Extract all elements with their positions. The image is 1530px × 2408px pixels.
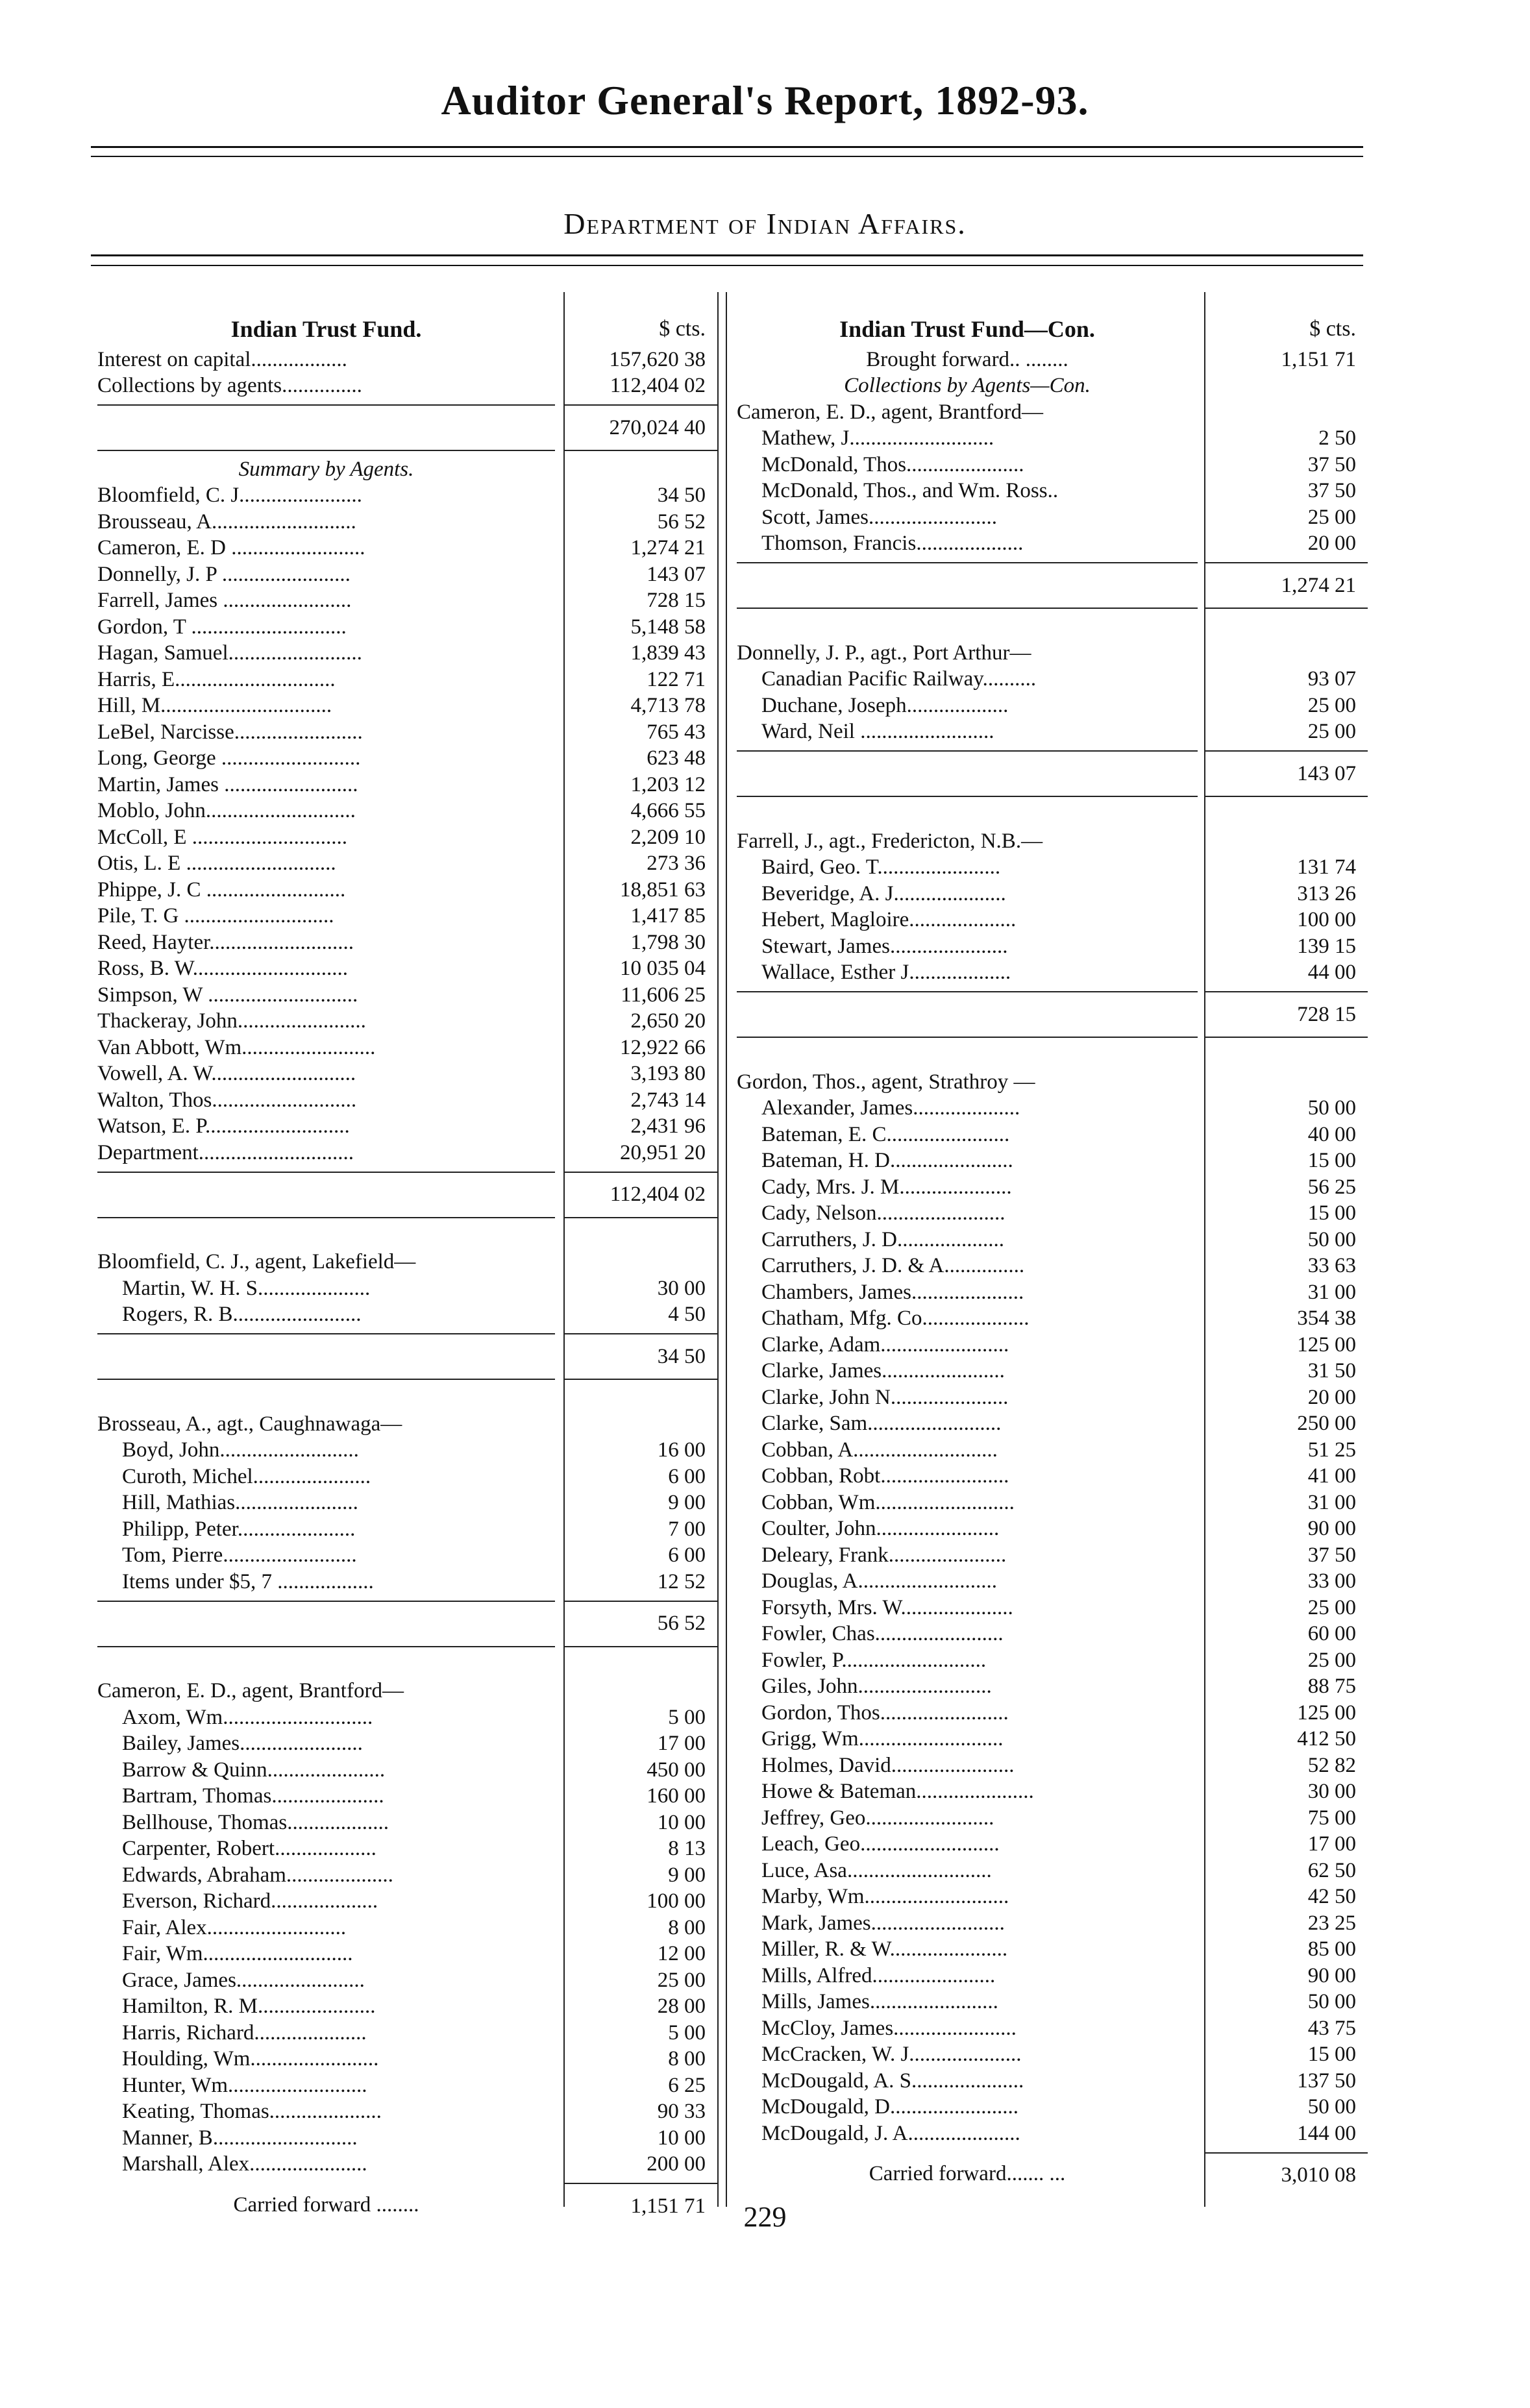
entry-amount: 56 52 <box>657 510 706 534</box>
entry-amount: 44 00 <box>1307 961 1356 985</box>
brosseau-list <box>97 1438 555 1595</box>
entry-label: Phippe, J. C .......................... <box>97 878 346 902</box>
entry-label: Wallace, Esther J................... <box>761 961 1011 985</box>
summary-total: 112,404 02 <box>565 1172 717 1218</box>
summary-list <box>97 483 555 1166</box>
entry-label: Edwards, Abraham.................... <box>122 1863 393 1887</box>
entry-amount: 90 00 <box>1307 1963 1356 1987</box>
entry-amount: 23 25 <box>1307 1911 1356 1935</box>
entry-label: Mark, James......................... <box>761 1911 1005 1935</box>
summary-amounts <box>565 483 717 1166</box>
entry-amount: 137 50 <box>1297 2069 1356 2093</box>
entry-label: Simpson, W ............................ <box>97 983 358 1007</box>
entry-label: Gordon, T ............................. <box>97 615 347 639</box>
currency-header: $ cts. <box>1309 317 1356 341</box>
entry-label: Canadian Pacific Railway.......... <box>761 667 1037 691</box>
entry-label: Hill, Mathias....................... <box>122 1491 358 1515</box>
entry-label: Grigg, Wm........................... <box>761 1727 1004 1751</box>
entry-amount: 90 00 <box>1307 1517 1356 1541</box>
entry-amount: 16 00 <box>657 1438 706 1462</box>
entry-amount: 131 74 <box>1297 855 1356 879</box>
entry-amount: 11,606 25 <box>621 983 706 1007</box>
entry-amount: 8 13 <box>668 1837 706 1861</box>
entry-label: Cobban, Robt........................ <box>761 1464 1009 1488</box>
farrell-amounts <box>1205 855 1368 987</box>
cameron-amounts <box>1205 426 1368 558</box>
entry-label: Donnelly, J. P ........................ <box>97 562 351 586</box>
entry-amount: 8 00 <box>668 2047 706 2071</box>
entry-label: Mills, James........................ <box>761 1990 998 2014</box>
entry-amount: 2,209 10 <box>630 825 706 849</box>
entry-label: Houlding, Wm........................ <box>122 2047 379 2071</box>
entry-label: Carruthers, J. D.................... <box>761 1227 1004 1251</box>
entry-label: Fowler, P........................... <box>761 1648 987 1672</box>
entry-label: Gordon, Thos........................ <box>761 1701 1009 1725</box>
entry-label: Holmes, David....................... <box>761 1753 1015 1777</box>
title-rule <box>91 146 1363 148</box>
entry-label: LeBel, Narcisse........................ <box>97 720 363 744</box>
entry-label: Long, George .......................... <box>97 746 361 770</box>
summary-total-spacer <box>97 1172 555 1218</box>
entry-amount: 125 00 <box>1297 1701 1356 1725</box>
entry-label: McColl, E ............................. <box>97 825 347 849</box>
collections-heading: Collections by Agents—Con. <box>844 374 1091 398</box>
farrell-list <box>737 855 1198 987</box>
entry-label: Hagan, Samuel......................... <box>97 641 362 665</box>
entry-label: McCloy, James....................... <box>761 2016 1017 2040</box>
entry-amount: 4 50 <box>668 1303 706 1327</box>
entry-amount: 4,666 55 <box>630 799 706 823</box>
entry-label: Bellhouse, Thomas................... <box>122 1810 389 1834</box>
entry-label: Carruthers, J. D. & A............... <box>761 1254 1025 1278</box>
entry-label: Manner, B........................... <box>122 2126 358 2150</box>
entry-label: Grace, James........................ <box>122 1968 365 1992</box>
income-label: Interest on capital.................. <box>97 347 347 371</box>
section-heading: Gordon, Thos., agent, Strathroy — <box>737 1070 1035 1094</box>
entry-amount: 122 71 <box>647 667 706 691</box>
section-heading: Cameron, E. D., agent, Brantford— <box>737 400 1043 424</box>
entry-label: Barrow & Quinn...................... <box>122 1758 386 1782</box>
entry-amount: 5 00 <box>668 1705 706 1729</box>
gordon-amounts <box>1205 1096 1368 2147</box>
entry-amount: 5 00 <box>668 2021 706 2045</box>
entry-label: Hamilton, R. M...................... <box>122 1995 376 2019</box>
entry-label: Farrell, James ........................ <box>97 589 352 613</box>
income-label: Collections by agents............... <box>97 374 362 398</box>
entry-label: Beveridge, A. J..................... <box>761 881 1006 905</box>
entry-amount: 34 50 <box>657 484 706 508</box>
section-heading: Farrell, J., agt., Fredericton, N.B.— <box>737 829 1043 853</box>
entry-amount: 1,274 21 <box>630 536 706 560</box>
entry-amount: 3,193 80 <box>630 1062 706 1086</box>
entry-amount: 50 00 <box>1307 2095 1356 2119</box>
entry-label: Mills, Alfred....................... <box>761 1963 996 1987</box>
entry-label: Martin, W. H. S..................... <box>122 1276 371 1300</box>
entry-label: Marby, Wm........................... <box>761 1885 1009 1909</box>
entry-label: Watson, E. P........................... <box>97 1114 350 1138</box>
currency-header: $ cts. <box>659 317 706 341</box>
carried-forward-amount: 3,010 08 <box>1205 2152 1368 2198</box>
entry-amount: 52 82 <box>1307 1753 1356 1777</box>
entry-amount: 41 00 <box>1307 1464 1356 1488</box>
entry-amount: 25 00 <box>1307 505 1356 529</box>
entry-label: Fair, Alex.......................... <box>122 1915 347 1939</box>
left-heading: Indian Trust Fund. <box>230 316 422 342</box>
entry-amount: 728 15 <box>647 589 706 613</box>
entry-label: McDonald, Thos...................... <box>761 452 1024 476</box>
entry-label: Pile, T. G ............................ <box>97 904 334 928</box>
right-amounts <box>1205 312 1368 2203</box>
entry-label: Items under $5, 7 .................. <box>122 1569 374 1593</box>
entry-amount: 50 00 <box>1307 1096 1356 1120</box>
entry-label: Forsyth, Mrs. W..................... <box>761 1595 1013 1619</box>
entry-label: Curoth, Michel...................... <box>122 1464 371 1488</box>
entry-label: Vowell, A. W........................... <box>97 1062 356 1086</box>
section-heading: Cameron, E. D., agent, Brantford— <box>97 1679 404 1703</box>
entry-label: Hunter, Wm.......................... <box>122 2073 367 2097</box>
entry-amount: 42 50 <box>1307 1885 1356 1909</box>
entry-label: Ross, B. W............................. <box>97 957 348 981</box>
entry-label: Clarke, Sam......................... <box>761 1412 1002 1436</box>
entry-amount: 31 00 <box>1307 1490 1356 1514</box>
entry-label: Harris, E.............................. <box>97 667 336 691</box>
income-total: 270,024 40 <box>565 404 717 451</box>
entry-label: Bateman, H. D....................... <box>761 1149 1013 1173</box>
entry-label: Thomson, Francis.................... <box>761 532 1024 556</box>
column-divider <box>726 292 727 2207</box>
cameron-total: 1,274 21 <box>1205 562 1368 609</box>
entry-amount: 37 50 <box>1307 1543 1356 1567</box>
entry-amount: 15 00 <box>1307 1149 1356 1173</box>
entry-amount: 28 00 <box>657 1995 706 2019</box>
entry-amount: 25 00 <box>1307 720 1356 744</box>
entry-amount: 43 75 <box>1307 2016 1356 2040</box>
entry-amount: 18,851 63 <box>620 878 706 902</box>
entry-label: Jeffrey, Geo........................ <box>761 1806 994 1830</box>
entry-amount: 30 00 <box>657 1276 706 1300</box>
entry-amount: 56 25 <box>1307 1175 1356 1199</box>
entry-amount: 100 00 <box>1297 908 1356 932</box>
entry-amount: 1,798 30 <box>630 930 706 954</box>
entry-label: Boyd, John.......................... <box>122 1438 359 1462</box>
entry-label: Baird, Geo. T....................... <box>761 855 1001 879</box>
entry-amount: 313 26 <box>1297 881 1356 905</box>
entry-label: Van Abbott, Wm......................... <box>97 1035 376 1059</box>
entry-amount: 144 00 <box>1297 2121 1356 2145</box>
entry-amount: 37 50 <box>1307 479 1356 503</box>
donnelly-amounts <box>1205 667 1368 746</box>
left-amounts <box>565 312 717 2233</box>
entry-label: Miller, R. & W...................... <box>761 1937 1008 1961</box>
entry-label: Walton, Thos........................... <box>97 1088 357 1112</box>
entry-amount: 51 25 <box>1307 1438 1356 1462</box>
entry-amount: 90 33 <box>657 2100 706 2124</box>
entry-label: Everson, Richard.................... <box>122 1889 378 1913</box>
entry-amount: 8 00 <box>668 1915 706 1939</box>
entry-amount: 50 00 <box>1307 1990 1356 2014</box>
entry-label: Axom, Wm............................ <box>122 1705 373 1729</box>
entry-label: Thackeray, John........................ <box>97 1009 366 1033</box>
entry-amount: 1,417 85 <box>630 904 706 928</box>
carried-forward-label: Carried forward ........ <box>233 2193 419 2217</box>
entry-label: Otis, L. E ............................ <box>97 852 336 876</box>
entry-amount: 9 00 <box>668 1491 706 1515</box>
entry-amount: 1,839 43 <box>630 641 706 665</box>
entry-label: Fowler, Chas........................ <box>761 1622 1004 1646</box>
entry-label: Keating, Thomas..................... <box>122 2100 382 2124</box>
entry-label: Harris, Richard..................... <box>122 2021 367 2045</box>
entry-amount: 20,951 20 <box>620 1140 706 1164</box>
entry-label: Cady, Nelson........................ <box>761 1201 1006 1225</box>
title-rule-lower <box>91 156 1363 157</box>
entry-label: Cobban, A........................... <box>761 1438 998 1462</box>
carried-forward-label: Carried forward....... ... <box>869 2162 1066 2185</box>
entry-amount: 160 00 <box>647 1784 706 1808</box>
entry-amount: 450 00 <box>647 1758 706 1782</box>
right-labels <box>737 312 1198 2202</box>
entry-amount: 62 50 <box>1307 1858 1356 1882</box>
entry-label: Reed, Hayter........................... <box>97 930 354 954</box>
entry-amount: 33 63 <box>1307 1254 1356 1278</box>
cameron-list <box>97 1704 555 2178</box>
income-amount: 157,620 38 <box>609 347 706 371</box>
entry-amount: 20 00 <box>1307 532 1356 556</box>
entry-label: Duchane, Joseph................... <box>761 693 1009 717</box>
entry-label: Marshall, Alex...................... <box>122 2152 367 2176</box>
entry-amount: 31 00 <box>1307 1280 1356 1304</box>
entry-amount: 2 50 <box>1318 426 1356 450</box>
summary-heading: Summary by Agents. <box>238 457 414 481</box>
department-title: Department of Indian Affairs. <box>563 207 967 240</box>
entry-amount: 25 00 <box>657 1968 706 1992</box>
entry-amount: 20 00 <box>1307 1385 1356 1409</box>
entry-label: McCracken, W. J..................... <box>761 2043 1022 2067</box>
brosseau-amounts <box>565 1438 717 1595</box>
entry-amount: 125 00 <box>1297 1333 1356 1357</box>
entry-label: Cady, Mrs. J. M..................... <box>761 1175 1012 1199</box>
entry-amount: 6 25 <box>668 2073 706 2097</box>
entry-amount: 623 48 <box>647 746 706 770</box>
entry-label: Philipp, Peter...................... <box>122 1517 356 1541</box>
entry-label: Cameron, E. D ......................... <box>97 536 365 560</box>
entry-label: Leach, Geo.......................... <box>761 1832 1000 1856</box>
cameron-list <box>737 426 1198 558</box>
section-heading: Bloomfield, C. J., agent, Lakefield— <box>97 1250 416 1274</box>
right-heading: Indian Trust Fund—Con. <box>839 316 1095 342</box>
entry-label: Clarke, James....................... <box>761 1359 1005 1383</box>
entry-amount: 6 00 <box>668 1464 706 1488</box>
dept-rule-lower <box>91 265 1363 266</box>
entry-label: Mathew, J........................... <box>761 426 994 450</box>
gordon-list <box>737 1096 1198 2147</box>
entry-label: Deleary, Frank...................... <box>761 1543 1007 1567</box>
entry-amount: 75 00 <box>1307 1806 1356 1830</box>
brosseau-total: 56 52 <box>565 1601 717 1647</box>
page-title: Auditor General's Report, 1892-93. <box>441 77 1089 123</box>
entry-amount: 10 00 <box>657 2126 706 2150</box>
entry-label: Martin, James ......................... <box>97 772 358 796</box>
entry-amount: 250 00 <box>1297 1412 1356 1436</box>
entry-amount: 12 00 <box>657 1942 706 1966</box>
page-number: 229 <box>743 2201 787 2233</box>
entry-amount: 37 50 <box>1307 452 1356 476</box>
entry-amount: 40 00 <box>1307 1122 1356 1146</box>
entry-label: Scott, James........................ <box>761 505 997 529</box>
entry-label: Moblo, John............................ <box>97 799 356 823</box>
entry-amount: 50 00 <box>1307 1227 1356 1251</box>
entry-amount: 25 00 <box>1307 693 1356 717</box>
entry-label: Clarke, Adam........................ <box>761 1333 1009 1357</box>
brought-forward-label: Brought forward.. ........ <box>866 347 1068 371</box>
income-amount: 112,404 02 <box>610 374 706 398</box>
bloomfield-list <box>97 1275 555 1328</box>
left-labels <box>97 312 555 2232</box>
entry-amount: 273 36 <box>647 852 706 876</box>
farrell-total: 728 15 <box>1205 991 1368 1038</box>
donnelly-list <box>737 667 1198 746</box>
entry-amount: 2,431 96 <box>630 1114 706 1138</box>
entry-label: Giles, John......................... <box>761 1675 992 1699</box>
entry-amount: 10 035 04 <box>620 957 706 981</box>
entry-amount: 17 00 <box>657 1732 706 1756</box>
column-divider <box>717 292 719 2207</box>
entry-amount: 7 00 <box>668 1517 706 1541</box>
entry-label: Douglas, A.......................... <box>761 1569 997 1593</box>
entry-label: Bateman, E. C....................... <box>761 1122 1010 1146</box>
donnelly-total-spacer <box>737 750 1198 797</box>
entry-label: Chatham, Mfg. Co.................... <box>761 1307 1030 1331</box>
entry-label: Tom, Pierre......................... <box>122 1543 357 1567</box>
entry-amount: 60 00 <box>1307 1622 1356 1646</box>
dept-rule <box>91 254 1363 256</box>
entry-amount: 143 07 <box>647 562 706 586</box>
entry-amount: 6 00 <box>668 1543 706 1567</box>
entry-amount: 412 50 <box>1297 1727 1356 1751</box>
income-total-spacer <box>97 404 555 451</box>
brought-forward-amount: 1,151 71 <box>1281 347 1356 371</box>
entry-amount: 88 75 <box>1307 1675 1356 1699</box>
donnelly-total: 143 07 <box>1205 750 1368 797</box>
entry-label: McDougald, J. A..................... <box>761 2121 1020 2145</box>
entry-label: McDonald, Thos., and Wm. Ross.. <box>761 479 1059 503</box>
entry-label: Coulter, John....................... <box>761 1517 1000 1541</box>
entry-label: Bartram, Thomas..................... <box>122 1784 384 1808</box>
carried-forward-amount: 1,151 71 <box>565 2183 717 2228</box>
section-heading: Brosseau, A., agt., Caughnawaga— <box>97 1412 402 1436</box>
entry-amount: 5,148 58 <box>630 615 706 639</box>
entry-label: Rogers, R. B........................ <box>122 1303 362 1327</box>
entry-label: Bailey, James....................... <box>122 1732 363 1756</box>
entry-amount: 85 00 <box>1307 1937 1356 1961</box>
entry-amount: 2,650 20 <box>630 1009 706 1033</box>
entry-amount: 200 00 <box>647 2152 706 2176</box>
entry-amount: 12,922 66 <box>620 1035 706 1059</box>
entry-label: Department............................. <box>97 1140 354 1164</box>
entry-amount: 765 43 <box>647 720 706 744</box>
entry-label: Hill, M................................ <box>97 694 332 718</box>
entry-label: Chambers, James..................... <box>761 1280 1024 1304</box>
entry-amount: 25 00 <box>1307 1595 1356 1619</box>
farrell-total-spacer <box>737 991 1198 1038</box>
entry-label: Howe & Bateman...................... <box>761 1780 1034 1804</box>
entry-amount: 10 00 <box>657 1810 706 1834</box>
entry-amount: 12 52 <box>657 1569 706 1593</box>
entry-amount: 15 00 <box>1307 1201 1356 1225</box>
section-heading: Donnelly, J. P., agt., Port Arthur— <box>737 641 1031 665</box>
brosseau-total-spacer <box>97 1601 555 1647</box>
entry-amount: 15 00 <box>1307 2043 1356 2067</box>
entry-amount: 354 38 <box>1297 1307 1356 1331</box>
entry-label: Alexander, James.................... <box>761 1096 1020 1120</box>
entry-amount: 100 00 <box>647 1889 706 1913</box>
entry-label: Clarke, John N...................... <box>761 1385 1009 1409</box>
bloomfield-total: 34 50 <box>565 1333 717 1380</box>
entry-amount: 33 00 <box>1307 1569 1356 1593</box>
entry-label: Stewart, James...................... <box>761 934 1008 958</box>
entry-label: Brousseau, A........................... <box>97 510 356 534</box>
entry-amount: 93 07 <box>1307 667 1356 691</box>
entry-amount: 30 00 <box>1307 1780 1356 1804</box>
bloomfield-total-spacer <box>97 1333 555 1380</box>
cameron-amounts <box>565 1704 717 2178</box>
entry-label: McDougald, D........................ <box>761 2095 1018 2119</box>
entry-amount: 9 00 <box>668 1863 706 1887</box>
entry-label: Carpenter, Robert................... <box>122 1837 376 1861</box>
cameron-total-spacer <box>737 562 1198 609</box>
entry-amount: 1,203 12 <box>630 772 706 796</box>
entry-label: Hebert, Magloire.................... <box>761 908 1017 932</box>
entry-label: Bloomfield, C. J....................... <box>97 484 362 508</box>
entry-amount: 31 50 <box>1307 1359 1356 1383</box>
bloomfield-amounts <box>565 1275 717 1328</box>
entry-label: Cobban, Wm.......................... <box>761 1490 1015 1514</box>
entry-label: Ward, Neil ......................... <box>761 720 994 744</box>
entry-label: Luce, Asa........................... <box>761 1858 992 1882</box>
entry-amount: 139 15 <box>1297 934 1356 958</box>
entry-label: McDougald, A. S..................... <box>761 2069 1024 2093</box>
entry-amount: 25 00 <box>1307 1648 1356 1672</box>
entry-label: Fair, Wm............................ <box>122 1942 353 1966</box>
entry-amount: 2,743 14 <box>630 1088 706 1112</box>
entry-amount: 4,713 78 <box>630 694 706 718</box>
entry-amount: 17 00 <box>1307 1832 1356 1856</box>
